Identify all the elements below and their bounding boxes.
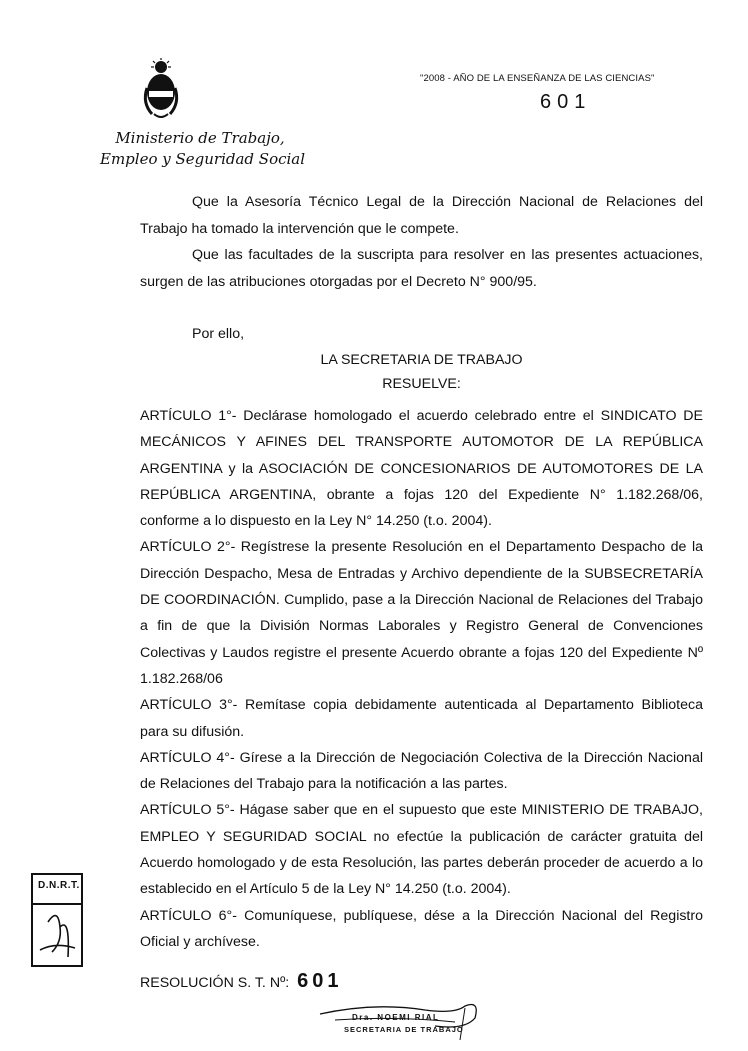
ministry-line-1: Ministerio de Trabajo,: [115, 129, 285, 147]
page-number-stamp: 601: [540, 91, 592, 113]
signature-name: Dra. NOEMI RIAL: [352, 1013, 440, 1022]
ministry-name: [100, 128, 306, 170]
signature-title: SECRETARIA DE TRABAJO: [344, 1025, 464, 1034]
article-1: ARTÍCULO 1°- Declárase homologado el acuerdo celebrado entre el SINDICATO DE MECÁNICOS Y AFINES DEL TRANSPORTE AUTOMOTOR DE LA REPÚBLICA ARGENTINA y la ASOCIACIÓN DE CONCESIONARIOS DE AUTOMOTORES DE LA REPÚBLICA ARGENTINA, obrante a fojas 120 del Expediente N° 1.182.268/06, conforme a lo dispuesto en la Ley N° 14.250 (t.o. 2004).: [140, 408, 703, 530]
authority-heading: LA SECRETARIA DE TRABAJO: [320, 352, 523, 368]
resolution-line: [140, 970, 343, 993]
article-2: ARTÍCULO 2°- Regístrese la presente Resolución en el Departamento Despacho de la Dirección Despacho, Mesa de Entradas y Archivo dependiente de la SUBSECRETARÍA DE COORDINACIÓN. Cumplido, pase a la Dirección Nacional de Relaciones del Trabajo a fin de que la División Normas Laborales y Registro General de Convenciones Colectivas y Laudos registre el presente Acuerdo obrante a fojas 120 del Expediente Nº 1.182.268/06: [140, 539, 703, 687]
year-motto: "2008 - AÑO DE LA ENSEÑANZA DE LAS CIENCIAS": [420, 73, 655, 84]
por-ello: Por ello,: [192, 326, 245, 342]
paragraph-faculties: Que las facultades de la suscripta para resolver en las presentes actuaciones, surgen de las atribuciones otorgadas por el Decreto N° 900/95.: [140, 247, 703, 290]
resuelve-heading: RESUELVE:: [382, 376, 461, 392]
resolution-number: 601: [297, 970, 343, 992]
ministry-line-2: Empleo y Seguridad Social: [100, 150, 306, 168]
paragraph-legal-advice: Que la Asesoría Técnico Legal de la Dirección Nacional de Relaciones del Trabajo ha tomado la intervención que le compete.: [140, 194, 703, 237]
article-5: ARTÍCULO 5°- Hágase saber que en el supuesto que este MINISTERIO DE TRABAJO, EMPLEO Y SEGURIDAD SOCIAL no efectúe la publicación de carácter gratuita del Acuerdo homologado y de esta Resolución, las partes deberán proceder de acuerdo a lo establecido en el Artículo 5 de la Ley N° 14.250 (t.o. 2004).: [140, 802, 703, 898]
article-4: ARTÍCULO 4°- Gírese a la Dirección de Negociación Colectiva de la Dirección Nacional de Relaciones del Trabajo para la notificación a las partes.: [140, 749, 703, 793]
stamp-label: D.N.R.T.: [38, 880, 80, 891]
national-coat-of-arms-icon: [140, 58, 182, 120]
articles: [140, 403, 703, 955]
article-3: ARTÍCULO 3°- Remítase copia debidamente autenticada al Departamento Biblioteca para su difusión.: [140, 697, 703, 740]
resolution-label: RESOLUCIÓN S. T. Nº:: [140, 975, 290, 991]
considerations: [140, 189, 703, 295]
article-6: ARTÍCULO 6°- Comuníquese, publíquese, dése a la Dirección Nacional del Registro Oficial y archívese.: [140, 907, 703, 950]
